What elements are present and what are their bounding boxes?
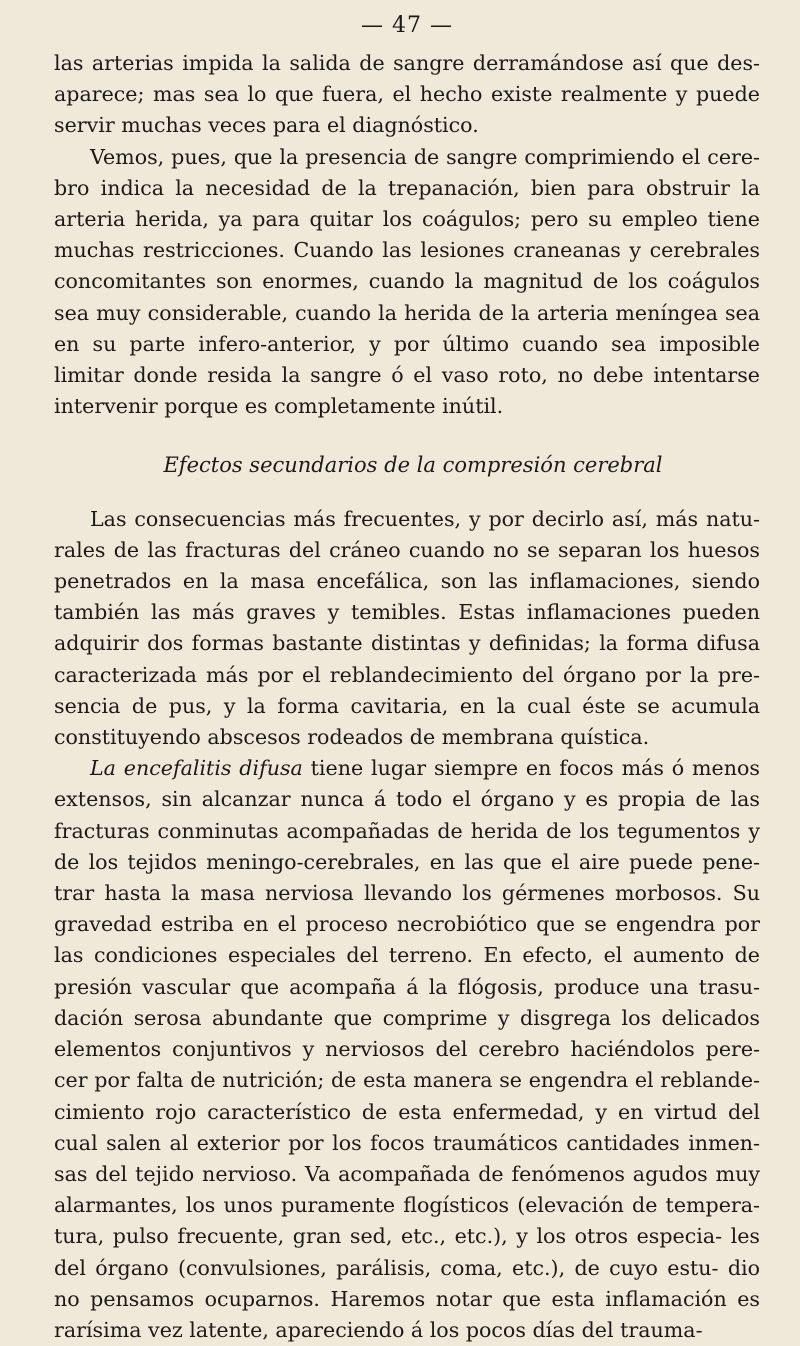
- paragraph-continuation: las arterias impida la salida de sangre derramándose así que des- aparece; mas sea lo que fuera, el hecho existe realmente y puede servir muchas veces para el diagnóstico.: [54, 51, 760, 138]
- paragraph-diffuse-encephalitis: [54, 753, 760, 1346]
- term-encefalitis-difusa: La encefalitis difusa: [90, 756, 303, 781]
- paragraph-diffuse-encephalitis-text: tiene lugar siempre en focos más ó menos extensos, sin alcanzar nunca á todo el órgano y es propia de las fracturas conminutas acompañadas de herida de los tegumentos y de los tejidos meningo-cerebrales, en las que el aire puede pene- trar hasta la masa nerviosa llevando los gérmenes morbosos. Su gravedad estriba en el proceso necrobiótico que se engendra por las condiciones especiales del terreno. En efecto, el aumento de presión vascular que acompaña á la flógosis, produce una trasu- dación serosa abundante que comprime y disgrega los delicados elementos conjuntivos y nerviosos del cerebro haciéndolos pere- cer por falta de nutrición; de esta manera se engendra el reblande- cimiento rojo característico de esta enfermedad, y en virtud del cual salen al exterior por los focos traumáticos cantidades inmen- sas del tejido nervioso. Va acompañada de fenómenos agudos muy alarmantes, los unos puramente flogísticos (elevación de tempera- tura, pulso frecuente, gran sed, etc., etc.), y los otros especia- les del órgano (convulsiones, parálisis, coma, etc.), de cuyo estu- dio no pensamos ocuparnos. Haremos notar que esta inflamación es rarísima vez latente, apareciendo á los pocos días del trauma-: [54, 756, 760, 1342]
- paragraph-consequences: Las consecuencias más frecuentes, y por decirlo así, más natu- rales de las fracturas del cráneo cuando no se separan los huesos penetrados en la masa encefálica, son las inflamaciones, siendo también las más graves y temibles. Estas inflamaciones pueden adquirir dos formas bastante distintas y definidas; la forma difusa caracterizada más por el reblandecimiento del órgano por la pre- sencia de pus, y la forma cavitaria, en la cual éste se acumula constituyendo abscesos rodeados de membrana quística.: [54, 506, 760, 750]
- page-number: — 47 —: [361, 13, 453, 38]
- section-heading: Efectos secundarios de la compresión cerebral: [163, 453, 663, 478]
- paragraph-trepanation: Vemos, pues, que la presencia de sangre comprimiendo el cere- bro indica la necesidad de la trepanación, bien para obstruir la arteria herida, ya para quitar los coágulos; pero su empleo tiene muchas restricciones. Cuando las lesiones craneanas y cerebrales concomitantes son enormes, cuando la magnitud de los coágulos sea muy considerable, cuando la herida de la arteria meníngea sea en su parte infero-anterior, y por último cuando sea imposible limitar donde resida la sangre ó el vaso roto, no debe intentarse intervenir porque es completamente inútil.: [54, 144, 760, 419]
